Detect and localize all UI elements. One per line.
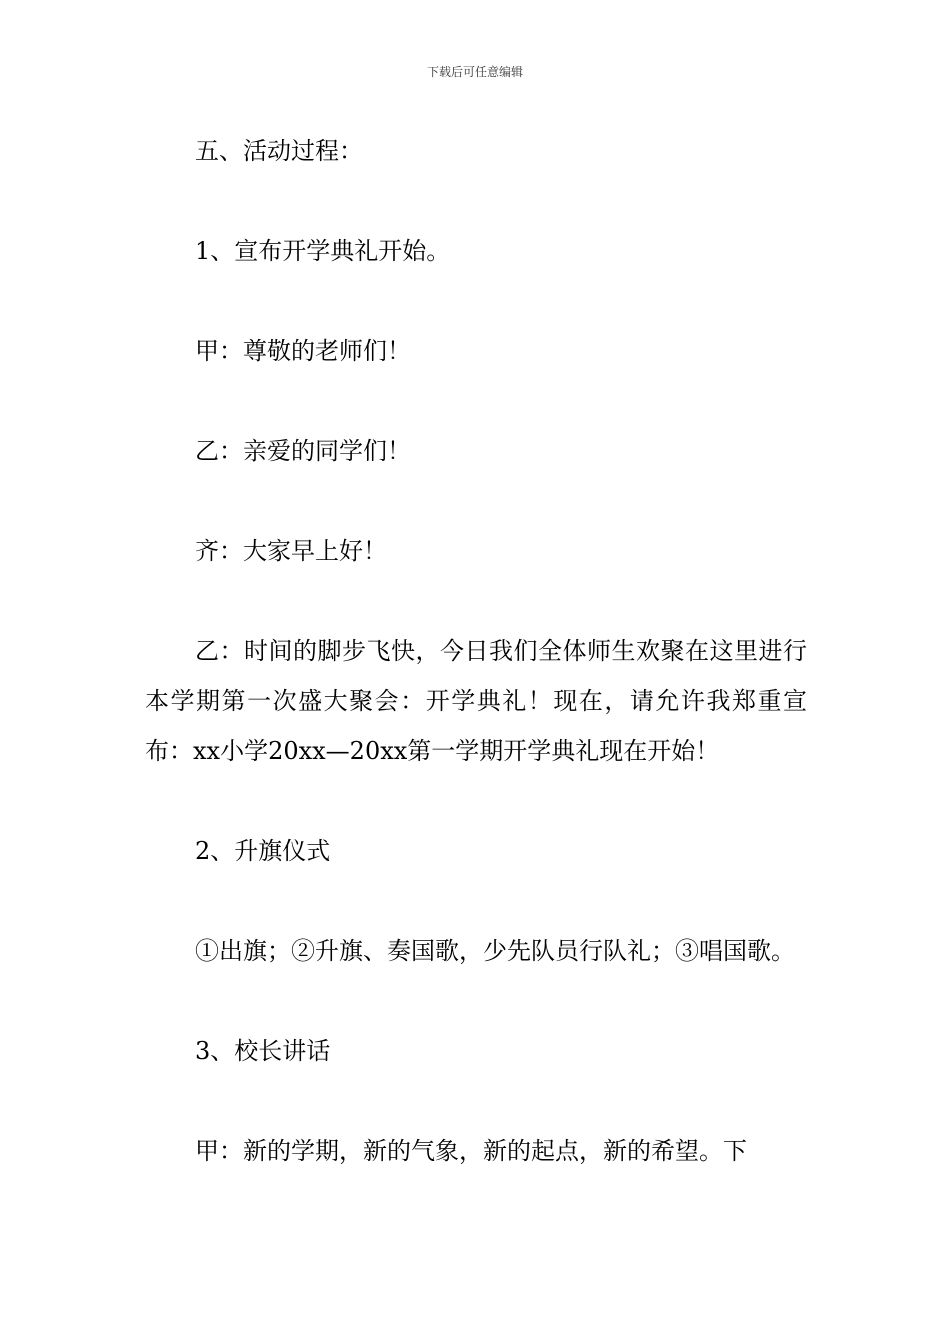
page-header-text: 下载后可任意编辑 [426,65,523,79]
list-item: 3、校长讲话 [195,1037,331,1065]
dialogue-line: 齐：大家早上好！ [195,537,387,565]
section-heading: 五、活动过程： [195,137,363,165]
list-item: 1、宣布开学典礼开始。 [195,237,451,265]
ceremony-steps: ①出旗；②升旗、奏国歌，少先队员行队礼；③唱国歌。 [195,937,795,965]
document-body [145,126,807,1176]
dialogue-line: 甲：尊敬的老师们！ [195,337,411,365]
dialogue-paragraph: 乙：时间的脚步飞快，今日我们全体师生欢聚在这里进行本学期第一次盛大聚会：开学典礼！现在，请允许我郑重宣布：xx小学20xx—20xx第一学期开学典礼现在开始！ [145,637,807,765]
list-item: 2、升旗仪式 [195,837,331,865]
dialogue-paragraph: 甲：新的学期，新的气象，新的起点，新的希望。下 [195,1137,747,1165]
dialogue-line: 乙：亲爱的同学们！ [195,437,411,465]
